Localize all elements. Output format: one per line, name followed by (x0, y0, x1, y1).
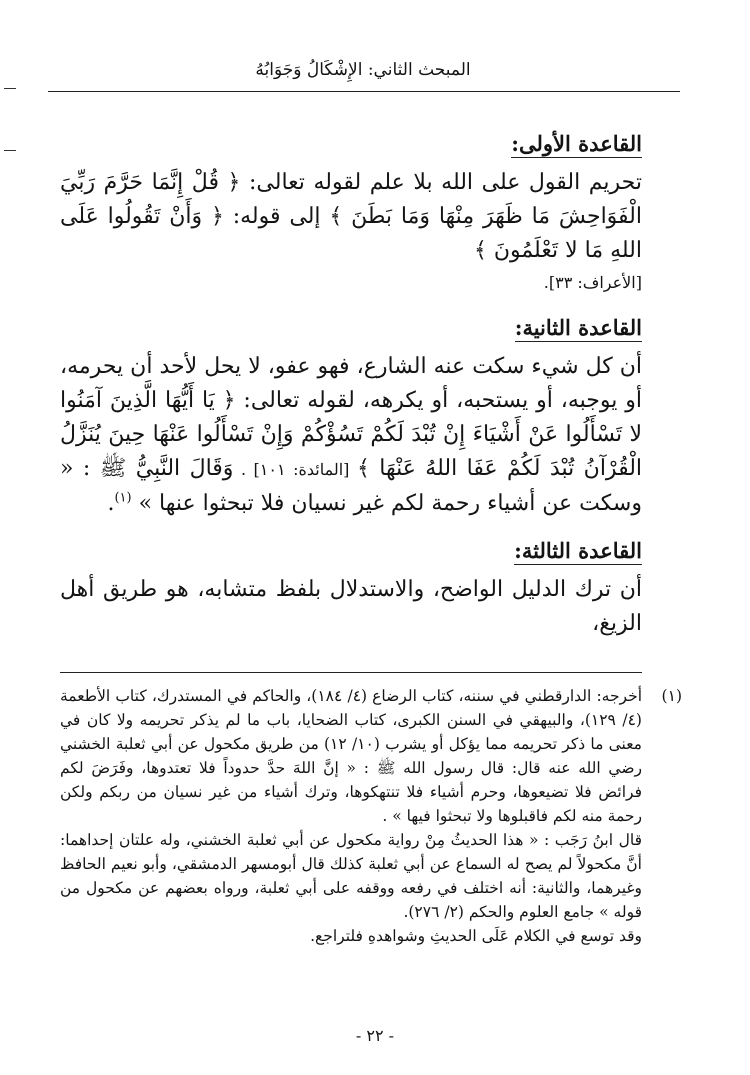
rule-heading: القاعدة الثانية: (514, 315, 642, 340)
rule-paragraph (60, 166, 642, 298)
verse-reference: [المائدة: ١٠١] . (233, 460, 357, 479)
footnote-rule (60, 672, 642, 673)
quran-verse: ﴿ يَا أَيُّهَا الَّذِينَ آمَنُوا لا تَسْأَلُوا عَنْ أَشْيَاءَ إِنْ تُبْدَ لَكُمْ تَسُؤْكُمْ وَإِنْ تَسْأَلُوا عَنْهَا حِينَ يُنَزَّلُ الْقُرْآنُ تُبْدَ لَكُمْ عَفَا اللهُ عَنْهَا ﴾ (60, 388, 643, 481)
rule-paragraph (60, 573, 642, 641)
footnote-paragraph: أخرجه: الدارقطني في سننه، كتاب الرضاع (٤/ ١٨٤)، والحاكم في المستدرك، كتاب الأطعمة (٤/ ١٢٩)، والبيهقي في السنن الكبرى، كتاب الضحايا، باب ما لم يذكر تحريمه ولا كان في معنى ما ذكر تحريمه مما يؤكل أو يشرب (١٠/ ١٢) من طريق مكحول عن أبي ثعلبة الخشني رضي الله عنه قال: قال رسول الله ﷺ : « إنَّ اللهَ حدَّ حدوداً فلا تعتدوها، وفَرَضَ لكم فرائض فلا تضيعوها، وحرم أشياء فلا تنتهكوها، وترك أشياء من غير نسيان من ربكم ولكن رحمة منه لكم فاقبلوها ولا تبحثوا فيها » . (60, 687, 643, 825)
hadith-text: وَقَالَ النَّبِيُّ ﷺ : « وسكت عن أشياء رحمة لكم غير نسيان فلا تبحثوا عنها » (60, 456, 642, 516)
rule-text: تحريم القول على الله بلا علم لقوله تعالى: (240, 170, 642, 195)
rule-text: أن كل شيء سكت عنه الشارع، فهو عفو، لا يحل لأحد أن يحرمه، أو يوجبه، أو يستحبه، أو يكرهه، لقوله تعالى: (60, 354, 642, 413)
rule-heading: القاعدة الأولى: (511, 131, 642, 156)
rule-heading: القاعدة الثالثة: (514, 538, 642, 563)
rule-text: أن ترك الدليل الواضح، والاستدلال بلفظ متشابه، هو طريق أهل الزيغ، (60, 577, 642, 636)
running-header: المبحث الثاني: الإِشْكَالُ وَجَوَابُهُ (255, 60, 471, 80)
rule-paragraph (60, 350, 642, 521)
footnotes (60, 684, 682, 948)
page-number: - ٢٢ - (355, 1026, 395, 1045)
footnote-paragraph: قال ابنُ رَجَب : « هذا الحديثُ مِنْ رواية مكحول عن أبي ثعلبة الخشني، وله علتان إحداهما: أنَّ مكحولاً لم يصح له السماع عن أبي ثعلبة كذلك قال أبومسهر الدمشقي، وأبو نعيم الحافظ وغيرهما، والثانية: أنه اختلف في رفعه ووقفه على أبي ثعلبة، ورواه بعضهم عن مكحول من قوله » جامع العلوم والحكم (٢/ ٢٧٦). (60, 831, 642, 921)
quran-verse: ﴿ قُلْ إِنَّمَا حَرَّمَ رَبِّيَ الْفَوَاحِشَ مَا ظَهَرَ مِنْهَا وَمَا بَطَنَ ﴾ (60, 170, 642, 229)
header-rule (48, 91, 680, 92)
rule-text: إلى قوله: (223, 204, 330, 229)
margin-tick (4, 150, 16, 151)
margin-tick (4, 88, 16, 89)
footnote-marker[interactable]: (١) (114, 490, 132, 506)
verse-reference: [الأعراف: ٣٣]. (543, 273, 642, 292)
quran-verse: ﴿ وَأَنْ تَقُولُوا عَلَى اللهِ مَا لا تَعْلَمُونَ ﴾ (60, 204, 642, 263)
footnote-item (60, 684, 682, 948)
footnote-paragraph: وقد توسع في الكلام عَلَى الحديثِ وشواهدهِ فلتراجع. (310, 927, 642, 945)
footnote-number: (١) (661, 687, 682, 705)
rule-text: . (107, 491, 115, 516)
main-text (60, 128, 642, 645)
